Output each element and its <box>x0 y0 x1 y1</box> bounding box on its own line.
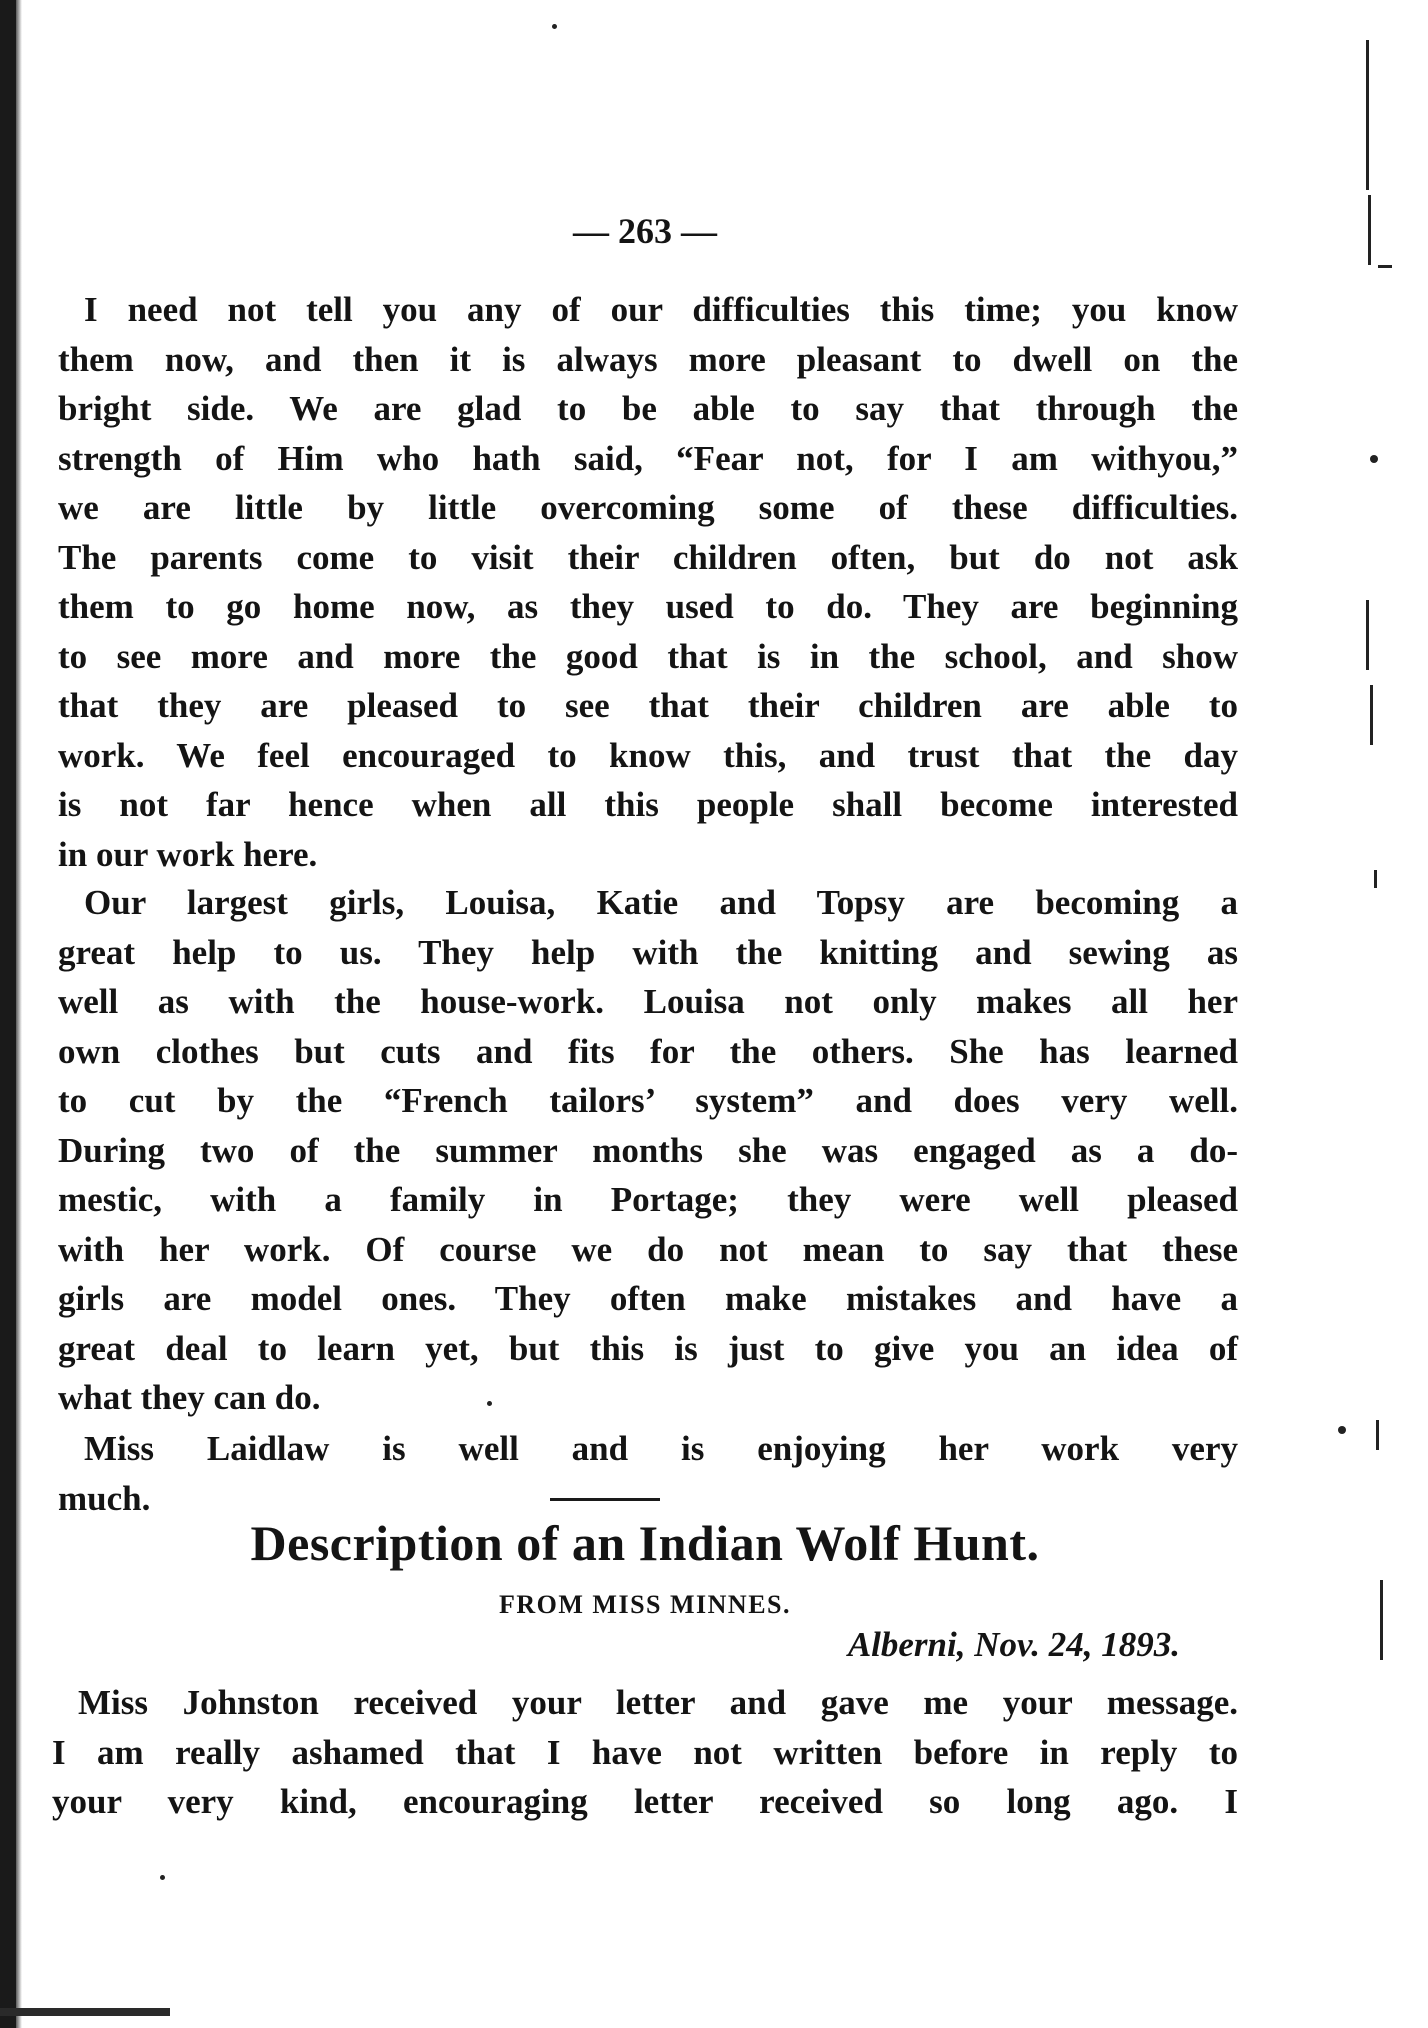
text-line: work. We feel encouraged to know this, and trust that the day <box>58 735 1238 775</box>
stray-dot <box>1338 1426 1346 1434</box>
text-line: The parents come to visit their children often, but do not ask <box>58 537 1238 577</box>
text-line: them to go home now, as they used to do. They are beginning <box>58 587 1238 626</box>
text-line: them now, and then it is always more pleasant to dwell on the <box>58 339 1238 379</box>
text-line: to cut by the “French tailors’ system” and does very well. <box>58 1081 1238 1120</box>
text-line: Our largest girls, Louisa, Katie and Topsy are becoming a <box>84 883 1238 922</box>
paragraph <box>52 1678 1238 1827</box>
text-line: great deal to learn yet, but this is just to give you an idea of <box>58 1328 1238 1368</box>
stray-dot <box>160 1875 165 1880</box>
stray-dot <box>552 24 557 29</box>
text-line: well as with the house-work. Louisa not only makes all her <box>58 982 1238 1021</box>
text-line: mestic, with a family in Portage; they were well pleased <box>58 1180 1238 1219</box>
page-binding-shadow <box>16 0 22 2028</box>
page-bottom-edge <box>0 2008 170 2016</box>
paragraph <box>58 285 1238 879</box>
text-line: is not far hence when all this people shall become interested <box>58 785 1238 824</box>
page-binding-edge <box>0 0 16 2028</box>
section-dateline: Alberni, Nov. 24, 1893. <box>847 1625 1180 1664</box>
section-byline: FROM MISS MINNES. <box>498 1590 791 1619</box>
text-line: with her work. Of course we do not mean to say that these <box>58 1229 1238 1269</box>
text-line: we are little by little overcoming some of these difficulties. <box>58 488 1238 527</box>
text-line: strength of Him who hath said, “Fear not, for I am withyou,” <box>58 438 1238 478</box>
text-line: in our work here. <box>58 834 318 874</box>
text-line: own clothes but cuts and fits for the others. She has learned <box>58 1031 1238 1071</box>
text-line: much. <box>58 1478 151 1518</box>
scan-edge-marks <box>1318 0 1428 2028</box>
text-line: that they are pleased to see that their children are able to <box>58 686 1238 725</box>
text-line: your very kind, encouraging letter received so long ago. I <box>52 1782 1238 1821</box>
section-heading: Description of an Indian Wolf Hunt. <box>250 1515 1040 1571</box>
paragraph <box>58 878 1238 1423</box>
text-line: what they can do. <box>58 1378 321 1417</box>
section-divider <box>550 1498 660 1501</box>
text-line: I need not tell you any of our difficulties this time; you know <box>84 290 1238 329</box>
paragraph <box>58 1424 1238 1523</box>
text-line: During two of the summer months she was engaged as a do- <box>58 1130 1238 1170</box>
text-line: Miss Laidlaw is well and is enjoying her work very <box>84 1429 1238 1468</box>
text-line: bright side. We are glad to be able to say that through the <box>58 389 1238 428</box>
text-line: great help to us. They help with the knitting and sewing as <box>58 932 1238 972</box>
text-line: I am really ashamed that I have not written before in reply to <box>52 1732 1238 1772</box>
page-number: — 263 — <box>573 211 717 251</box>
text-line: Miss Johnston received your letter and gave me your message. <box>78 1683 1238 1722</box>
text-line: girls are model ones. They often make mistakes and have a <box>58 1279 1238 1318</box>
text-line: to see more and more the good that is in the school, and show <box>58 636 1238 676</box>
